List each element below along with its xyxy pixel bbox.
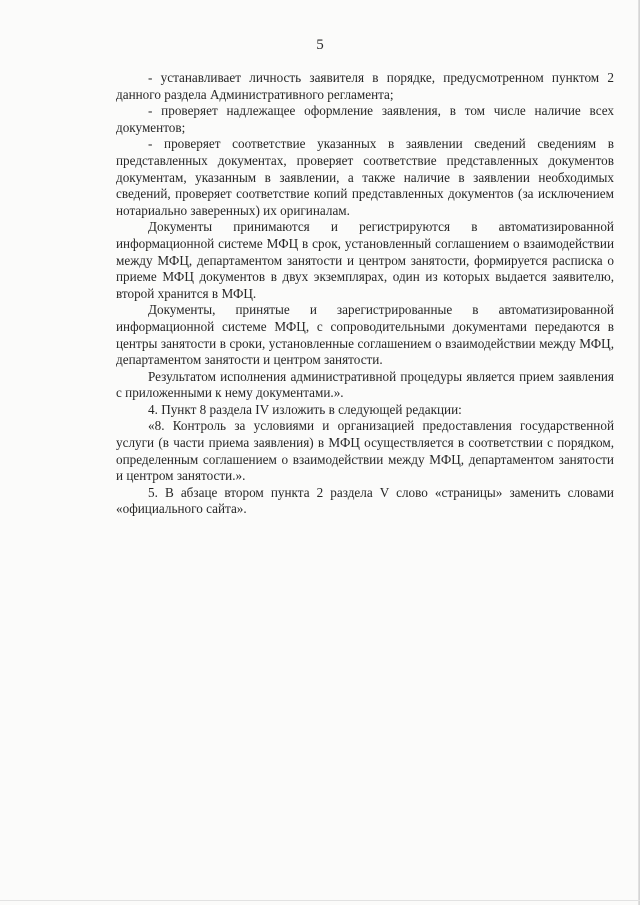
paragraph-registration: Документы принимаются и регистрируются в автоматизированной информационной системе МФЦ в срок, установленный соглашением о взаимодействии между МФЦ, департаментом занятости и центром занятости, формируется расписка о приеме МФЦ документов в двух экземплярах, один из которых выдается заявителю, второй хранится в МФЦ. xyxy=(116,219,614,301)
paragraph-amendment-4: 4. Пункт 8 раздела IV изложить в следующей редакции: xyxy=(148,401,462,417)
document-body xyxy=(116,70,614,518)
paragraph-identity-check: - устанавливает личность заявителя в порядке, предусмотренном пунктом 2 данного раздела Административного регламента; xyxy=(116,70,614,102)
paragraph-control: «8. Контроль за условиями и организацией предоставления государственной услуги (в части приема заявления) в МФЦ осуществляется в соответствии с порядком, определенным соглашением о взаимодействии между МФЦ, департаментом занятости и центром занятости.». xyxy=(116,418,614,484)
paragraph-result: Результатом исполнения административной процедуры является прием заявления с приложенными к нему документами.». xyxy=(116,368,614,401)
page-number: 5 xyxy=(316,37,324,53)
paragraph-data-verification: - проверяет соответствие указанных в заявлении сведений сведениям в представленных документах, проверяет соответствие представленных документов документам, указанным в заявлении, а также наличие в заявлении необходимых сведений, проверяет соответствие копий представленных документов (за исключением нотариально заверенных) их оригиналам. xyxy=(116,136,614,218)
paragraph-transfer: Документы, принятые и зарегистрированные в автоматизированной информационной системе МФЦ, с сопроводительными документами передаются в центры занятости в сроки, установленные соглашением о взаимодействии между МФЦ, департаментом занятости и центром занятости. xyxy=(116,302,614,368)
paragraph-amendment-5: 5. В абзаце втором пункта 2 раздела V слово «страницы» заменить словами «официального сайта». xyxy=(116,484,614,517)
scan-bottom-edge xyxy=(0,900,640,901)
paragraph-form-check: - проверяет надлежащее оформление заявления, в том числе наличие всех документов; xyxy=(116,103,614,135)
